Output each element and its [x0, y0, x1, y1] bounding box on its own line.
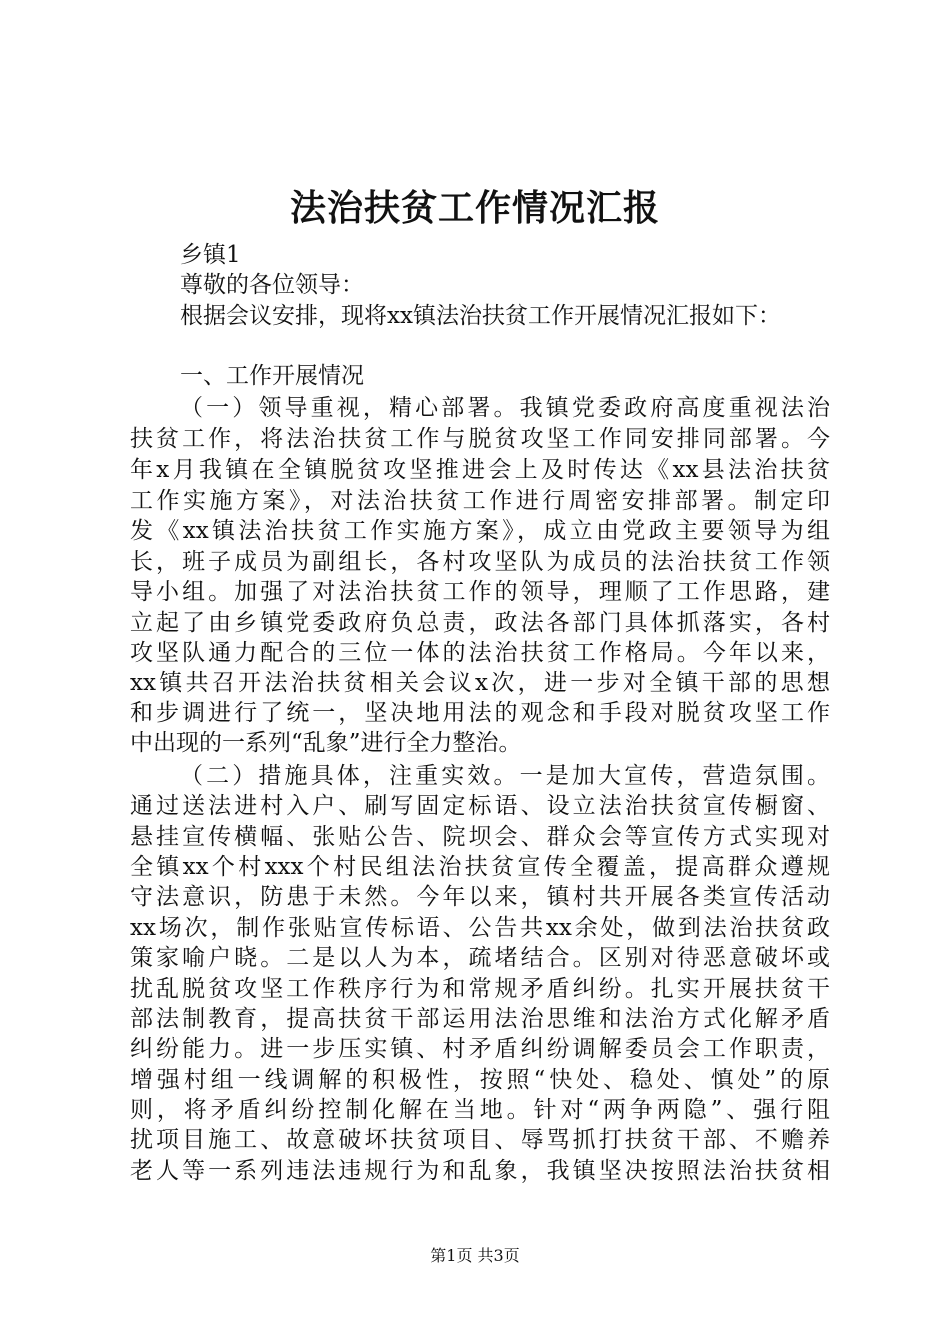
paragraph-line: 中出现的一系列“乱象”进行全力整治。: [130, 730, 522, 756]
paragraph-line: 策家喻户晓。二是以人为本，疏堵结合。区别对待恶意破坏或: [130, 945, 830, 971]
paragraph-line: （二）措施具体，注重实效。一是加大宣传，营造氛围。: [180, 763, 830, 789]
paragraph-line: 年x月我镇在全镇脱贫攻坚推进会上及时传达《xx县法治扶贫: [130, 457, 830, 483]
paragraph-line: 守法意识，防患于未然。今年以来，镇村共开展各类宣传活动: [130, 884, 830, 910]
paragraph-line: 和步调进行了统一，坚决地用法的观念和手段对脱贫攻坚工作: [130, 700, 830, 726]
paragraph-line: 通过送法进村入户、刷写固定标语、设立法治扶贫宣传橱窗、: [130, 793, 830, 819]
paragraph-line: 发《xx镇法治扶贫工作实施方案》，成立由党政主要领导为组: [130, 518, 830, 544]
paragraph-line: 纠纷能力。进一步压实镇、村矛盾纠纷调解委员会工作职责，: [130, 1036, 830, 1062]
paragraph-line: 增强村组一线调解的积极性，按照“快处、稳处、慎处”的原: [130, 1067, 830, 1093]
paragraph-line: 扰乱脱贫攻坚工作秩序行为和常规矛盾纠纷。扎实开展扶贫干: [130, 976, 830, 1002]
paragraph-line: 悬挂宣传横幅、张贴公告、院坝会、群众会等宣传方式实现对: [130, 824, 830, 850]
paragraph-line: 老人等一系列违法违规行为和乱象，我镇坚决按照法治扶贫相: [130, 1158, 830, 1184]
paragraph-line: 则，将矛盾纠纷控制化解在当地。针对“两争两隐”、强行阻: [130, 1097, 830, 1123]
paragraph-line: xx场次，制作张贴宣传标语、公告共xx余处，做到法治扶贫政: [130, 915, 830, 941]
paragraph-line: 扰项目施工、故意破坏扶贫项目、辱骂抓打扶贫干部、不赡养: [130, 1127, 830, 1153]
paragraph-line: 部法制教育，提高扶贫干部运用法治思维和法治方式化解矛盾: [130, 1006, 830, 1032]
paragraph-line: 全镇xx个村xxx个村民组法治扶贫宣传全覆盖，提高群众遵规: [130, 854, 830, 880]
paragraph-line: （一）领导重视，精心部署。我镇党委政府高度重视法治: [180, 395, 830, 421]
paragraph-line: 攻坚队通力配合的三位一体的法治扶贫工作格局。今年以来，: [130, 640, 830, 666]
section-heading: 一、工作开展情况: [180, 363, 364, 389]
page-footer: 第1页 共3页: [430, 1246, 520, 1265]
paragraph-line: 导小组。加强了对法治扶贫工作的领导，理顺了工作思路，建: [130, 579, 830, 605]
paragraph-line: xx镇共召开法治扶贫相关会议x次，进一步对全镇干部的思想: [130, 670, 830, 696]
paragraph-line: 工作实施方案》，对法治扶贫工作进行周密安排部署。制定印: [130, 488, 830, 514]
paragraph-line: 扶贫工作，将法治扶贫工作与脱贫攻坚工作同安排同部署。今: [130, 426, 830, 452]
text-line-salutation: 尊敬的各位领导：: [180, 272, 364, 298]
text-line-township: 乡镇1: [180, 242, 241, 268]
text-line-intro: 根据会议安排，现将xx镇法治扶贫工作开展情况汇报如下：: [180, 303, 781, 329]
paragraph-line: 长，班子成员为副组长，各村攻坚队为成员的法治扶贫工作领: [130, 549, 830, 575]
document-title: 法治扶贫工作情况汇报: [289, 187, 660, 229]
paragraph-line: 立起了由乡镇党委政府负总责，政法各部门具体抓落实，各村: [130, 610, 830, 636]
